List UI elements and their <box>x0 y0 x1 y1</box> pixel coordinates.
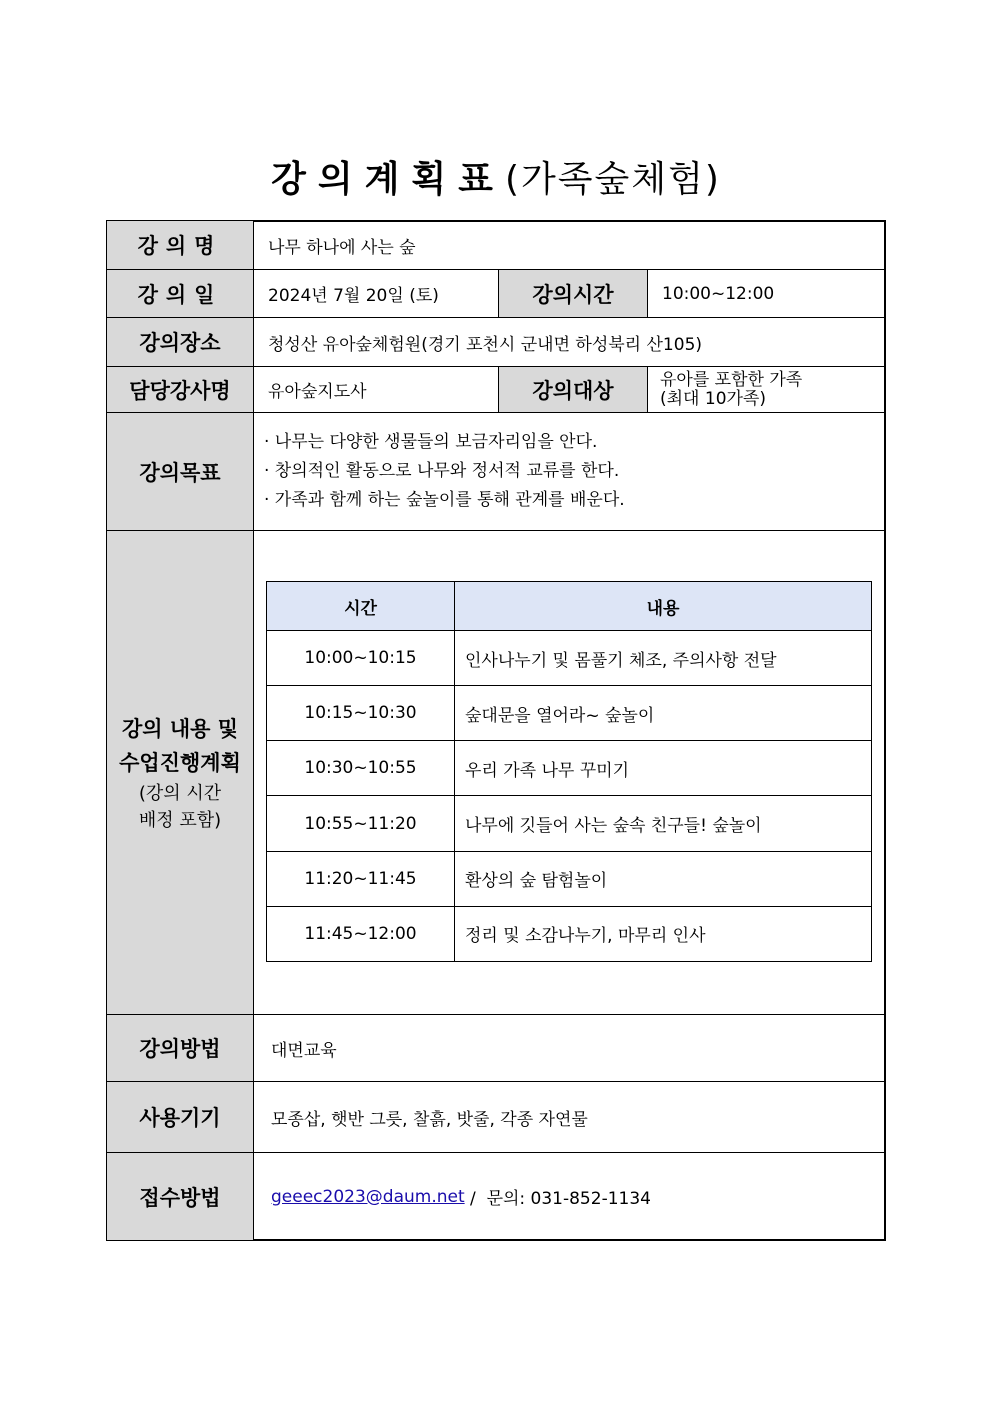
schedule-content: 우리 가족 나무 꾸미기 <box>455 741 872 796</box>
value-instructor: 유아숲지도사 <box>253 366 499 413</box>
schedule-content: 환상의 숲 탐험놀이 <box>455 851 872 906</box>
goal-item: · 가족과 함께 하는 숲놀이를 통해 관계를 배운다. <box>264 490 625 510</box>
title-sub: (가족숲체험) <box>504 159 721 200</box>
label-equipment: 사용기기 <box>106 1081 254 1153</box>
schedule-content: 정리 및 소감나누기, 마무리 인사 <box>455 906 872 961</box>
schedule-content: 인사나누기 및 몸풀기 체조, 주의사항 전달 <box>455 631 872 686</box>
plan-note-line-2: 배정 포함) <box>138 809 222 831</box>
value-lecture-time: 10:00~12:00 <box>647 269 886 318</box>
value-lecture-place: 청성산 유아숲체험원(경기 포천시 군내면 하성북리 산105) <box>253 317 886 367</box>
goal-item: · 창의적인 활동으로 나무와 정서적 교류를 한다. <box>264 461 620 481</box>
goal-item: · 나무는 다양한 생물들의 보금자리임을 안다. <box>264 432 598 452</box>
schedule-time: 10:55~11:20 <box>267 796 455 851</box>
schedule-table <box>266 581 872 962</box>
target-line-2: (최대 10가족) <box>660 388 766 409</box>
schedule-content: 숲대문을 열어라~ 숲놀이 <box>455 686 872 741</box>
schedule-time: 10:15~10:30 <box>267 686 455 741</box>
value-lecture-date: 2024년 7월 20일 (토) <box>253 269 499 318</box>
schedule-time: 11:20~11:45 <box>267 851 455 906</box>
schedule-row <box>267 796 872 851</box>
label-target: 강의대상 <box>498 366 648 413</box>
label-lecture-date: 강의일 <box>106 269 254 318</box>
value-target <box>647 366 886 413</box>
contact-text: / 문의: 031-852-1134 <box>464 1189 651 1209</box>
value-goals <box>253 412 886 531</box>
schedule-row <box>267 686 872 741</box>
document-title <box>0 158 992 202</box>
target-line-1: 유아를 포함한 가족 <box>660 369 803 390</box>
label-lecture-name: 강의명 <box>106 220 254 270</box>
schedule-content: 나무에 깃들어 사는 숲속 친구들! 숲놀이 <box>455 796 872 851</box>
value-method: 대면교육 <box>253 1014 886 1082</box>
schedule-row <box>267 851 872 906</box>
value-equipment: 모종삽, 햇반 그릇, 찰흙, 밧줄, 각종 자연물 <box>253 1081 886 1153</box>
value-lecture-name: 나무 하나에 사는 숲 <box>253 220 886 270</box>
value-registration <box>253 1152 886 1241</box>
label-lecture-time: 강의시간 <box>498 269 648 318</box>
label-registration: 접수방법 <box>106 1152 254 1241</box>
schedule-time: 10:00~10:15 <box>267 631 455 686</box>
label-plan <box>106 530 254 1015</box>
schedule-row <box>267 906 872 961</box>
plan-label-line-2: 수업진행계획 <box>119 750 241 775</box>
schedule-header-content: 내용 <box>455 582 872 631</box>
schedule-row <box>267 631 872 686</box>
schedule-header-row <box>267 582 872 631</box>
label-method: 강의방법 <box>106 1014 254 1082</box>
schedule-header-time: 시간 <box>267 582 455 631</box>
plan-note-line-1: (강의 시간 <box>138 782 222 804</box>
title-main: 강의계획표 <box>271 159 505 200</box>
schedule-row <box>267 741 872 796</box>
email-link[interactable]: geeec2023@daum.net <box>271 1186 465 1207</box>
schedule-time: 11:45~12:00 <box>267 906 455 961</box>
schedule-time: 10:30~10:55 <box>267 741 455 796</box>
label-goals: 강의목표 <box>106 412 254 531</box>
plan-label-line-1: 강의 내용 및 <box>121 716 239 741</box>
label-instructor: 담당강사명 <box>106 366 254 413</box>
label-lecture-place: 강의장소 <box>106 317 254 367</box>
